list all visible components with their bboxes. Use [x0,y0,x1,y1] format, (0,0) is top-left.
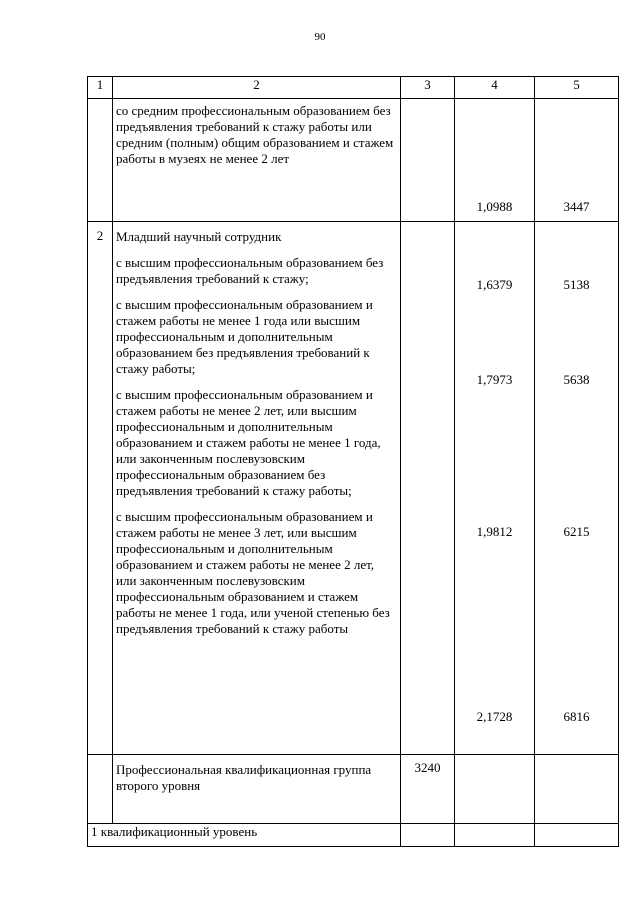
salary-value: 6816 [563,709,590,724]
requirement-text: с высшим профессиональным образованием без предъявления требований к стажу; [116,255,384,286]
table-row [88,222,619,755]
header-cell: 3 [401,77,455,99]
salary-value: 5138 [563,277,590,292]
salary-cell [535,755,619,824]
page-number: 90 [314,31,326,43]
group-title: Профессиональная квалификационная группа второго уровня [113,755,401,824]
coefficient-cell [455,222,535,755]
salary-value: 5638 [563,372,590,387]
index-cell [88,755,113,824]
coefficient-value: 1,7973 [476,372,513,387]
requirement-text: с высшим профессиональным образованием и стажем работы не менее 3 лет, или высшим профессиональным и дополнительным образованием и стажем работы не менее 2 лет, или законченным послевузовским профессиональным образованием и стажем работы не менее 1 года, или ученой степенью без предъявления требований к стажу работы [116,509,390,636]
header-cell: 2 [113,77,401,99]
qualification-level: 1 квалификационный уровень [88,824,401,847]
salary-cell [535,824,619,847]
position-title: Младший научный сотрудник [116,229,282,244]
coefficient-value: 1,9812 [476,524,513,539]
position-description: со средним профессиональным образованием без предъявления требований к стажу работы или средним (полным) общим образованием и стажем работы в музеях не менее 2 лет [113,99,401,222]
base-salary-cell [401,222,455,755]
salary-value: 6215 [563,524,590,539]
salary-value: 3447 [563,199,590,214]
table-row [88,755,619,824]
coefficient-value: 2,1728 [476,709,513,724]
coefficient-cell [455,755,535,824]
coefficient-cell [455,824,535,847]
coefficient-value: 1,6379 [476,277,513,292]
salary-cell [535,99,619,222]
position-description [113,222,401,755]
coefficient-cell [455,99,535,222]
qualification-table [87,76,619,847]
salary-cell [535,222,619,755]
table-row [88,824,619,847]
index-cell [88,99,113,222]
base-salary-cell: 3240 [401,755,455,824]
base-salary-cell [401,99,455,222]
header-cell: 1 [88,77,113,99]
table-header-row [88,77,619,99]
index-cell: 2 [88,222,113,755]
coefficient-value: 1,0988 [476,199,513,214]
requirement-text: с высшим профессиональным образованием и стажем работы не менее 2 лет, или высшим профессиональным и дополнительным образованием и стажем работы не менее 1 года, или законченным послевузовским профессиональным образованием без предъявления требований к стажу работы; [116,387,381,498]
requirement-text: с высшим профессиональным образованием и стажем работы не менее 1 года или высшим профессиональным и дополнительным образованием без предъявления требований к стажу работы; [116,297,373,376]
table-row [88,99,619,222]
header-cell: 4 [455,77,535,99]
header-cell: 5 [535,77,619,99]
base-salary-cell [401,824,455,847]
